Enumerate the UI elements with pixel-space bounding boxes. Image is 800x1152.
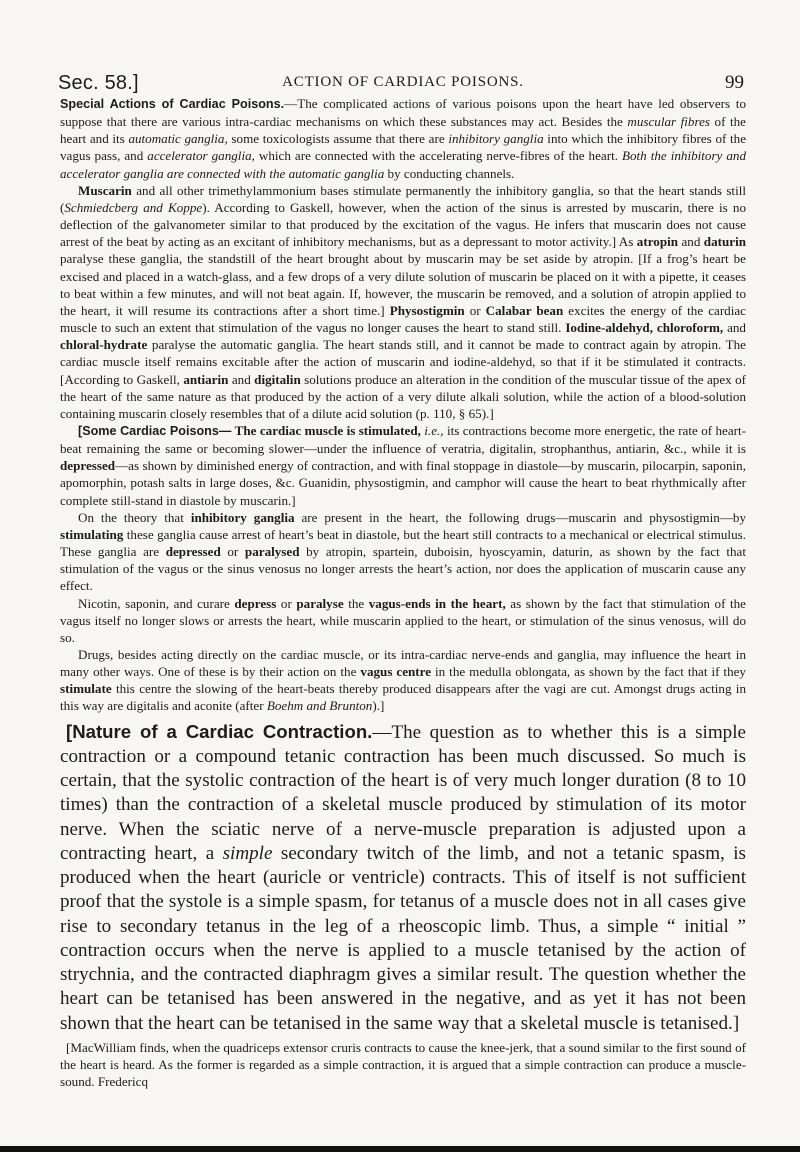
paragraph-nature-of-contraction: [Nature of a Cardiac Contraction.—The question as to whether this is a simple contraction or a compound tetanic contraction has been much discussed. So much is certain, that the systolic contraction of the heart is of very much longer duration (8 to 10 times) than the contraction of a skeletal muscle produced by stimulation of its motor nerve. When the sciatic nerve of a nerve-muscle preparation is adjusted upon a contracting heart, a simple secondary twitch of the limb, and not a tetanic spasm, is produced when the heart (auricle or ventricle) contracts. This of itself is not sufficient proof that the systole is a simple spasm, for tetanus of a muscle does not in all cases give rise to secondary tetanus in the leg of a rheoscopic limb. Thus, a simple “ initial ” contraction occurs when the nerve is applied to a muscle tetanised by the action of strychnia, and the contracted diaphragm gives a similar result. The question whether the heart can be tetanised has been answered in the negative, and as yet it has not been shown that the heart can be tetanised in the same way that a skeletal muscle is tetanised.]: [60, 720, 746, 1034]
closing-small-print: [60, 1039, 746, 1090]
paragraph-special-actions: Special Actions of Cardiac Poisons.—The complicated actions of various poisons upon the heart have led observers to suppose that there are various intra-cardiac mechanisms on which these substances may act. Besides the muscular fibres of the heart and its automatic ganglia, some toxicologists assume that there are inhibitory ganglia into which the inhibitory fibres of the vagus pass, and accelerator ganglia, which are connected with the accelerating nerve-fibres of the heart. Both the inhibitory and accelerator ganglia are connected with the automatic ganglia by conducting channels.: [60, 96, 747, 181]
running-header: [60, 58, 746, 92]
small-print-block: [60, 95, 746, 715]
paragraph-inhibitory-ganglia: On the theory that inhibitory ganglia are present in the heart, the following drugs—muscarin and physostigmin—by stimulating these ganglia cause arrest of heart’s beat in diastole, but the heart still contracts to a mechanical or electrical stimulus. These ganglia are depressed or paralysed by atropin, spartein, duboisin, hyoscyamin, daturin, as shown by the fact that stimulation of the vagus or the sinus venosus no longer arrests the heart’s action, nor does the application of muscarin cause any effect.: [60, 509, 746, 594]
paragraph-drugs: Drugs, besides acting directly on the cardiac muscle, or its intra-cardiac nerve-ends and ganglia, may influence the heart in many other ways. One of these is by their action on the vagus centre in the medulla oblongata, as shown by the fact that if they stimulate this centre the slowing of the heart-beats thereby produced disappears after the vagi are cut. Amongst drugs acting in this way are digitalis and aconite (after Boehm and Brunton).]: [60, 647, 746, 714]
section-reference: Sec. 58.]: [58, 72, 139, 94]
running-title: ACTION OF CARDIAC POISONS.: [282, 74, 524, 90]
book-page: [60, 58, 746, 1090]
page-number: 99: [725, 72, 744, 93]
paragraph-macwilliam: [MacWilliam finds, when the quadriceps extensor cruris contracts to cause the knee-jerk, that a sound similar to the first sound of the heart is heard. As the former is regarded as a simple contraction, it is argued that a simple contraction can produce a muscle-sound. Fredericq: [60, 1039, 746, 1090]
page-bottom-edge: [0, 1146, 800, 1152]
paragraph-nicotin: Nicotin, saponin, and curare depress or paralyse the vagus-ends in the heart, as shown by the fact that stimulation of the vagus itself no longer slows or arrests the heart, while muscarin applied to the heart, or stimulation of the sinus venosus, will do so.: [60, 595, 746, 645]
large-print-block: [60, 720, 746, 1036]
paragraph-some-cardiac-poisons: [Some Cardiac Poisons— The cardiac muscle is stimulated, i.e., its contractions become more energetic, the rate of heart-beat remaining the same or becoming slower—under the influence of veratria, digitalin, strophanthus, antiarin, &c., while it is depressed—as shown by diminished energy of contraction, and with final stoppage in diastole—by muscarin, pilocarpin, saponin, apomorphin, potash salts in large doses, &c. Guanidin, physostigmin, and camphor will cause the heart to beat rhythmically after complete still-stand in diastole by muscarin.]: [60, 422, 747, 508]
paragraph-muscarin: Muscarin and all other trimethylammonium bases stimulate permanently the inhibitory ganglia, so that the heart stands still (Schmiedcberg and Koppe). According to Gaskell, however, when the action of the sinus is arrested by muscarin, there is no deflection of the galvanometer similar to that produced by the excitation of the vagus. He infers that muscarin does not cause arrest of the beat by acting as an excitant of inhibitory mechanisms, but as a depressant to motor activity.] As atropin and daturin paralyse these ganglia, the standstill of the heart brought about by muscarin may be set aside by atropin. [If a frog’s heart be excised and placed in a watch-glass, and a few drops of a very dilute solution of muscarin be placed on it with a pipette, it ceases to beat within a few minutes, and will not beat again. If, however, the muscarin be removed, and a solution of atropin applied to the heart, it will resume its contractions after a short time.] Physostigmin or Calabar bean excites the energy of the cardiac muscle to such an extent that stimulation of the vagus no longer causes the heart to stand still. Iodine-aldehyd, chloroform, and chloral-hydrate paralyse the automatic ganglia. The heart stands still, and it cannot be made to contract again by atropin. The cardiac muscle itself remains excitable after the action of muscarin and iodine-aldehyd, so that if it be stimulated it contracts. [According to Gaskell, antiarin and digitalin solutions produce an alteration in the condition of the muscular tissue of the apex of the heart of the same nature as that produced by the action of a very dilute alkali solution, while the action of a blood-solution containing muscarin closely resembles that of a dilute acid solution (p. 110, § 65).]: [60, 182, 747, 421]
